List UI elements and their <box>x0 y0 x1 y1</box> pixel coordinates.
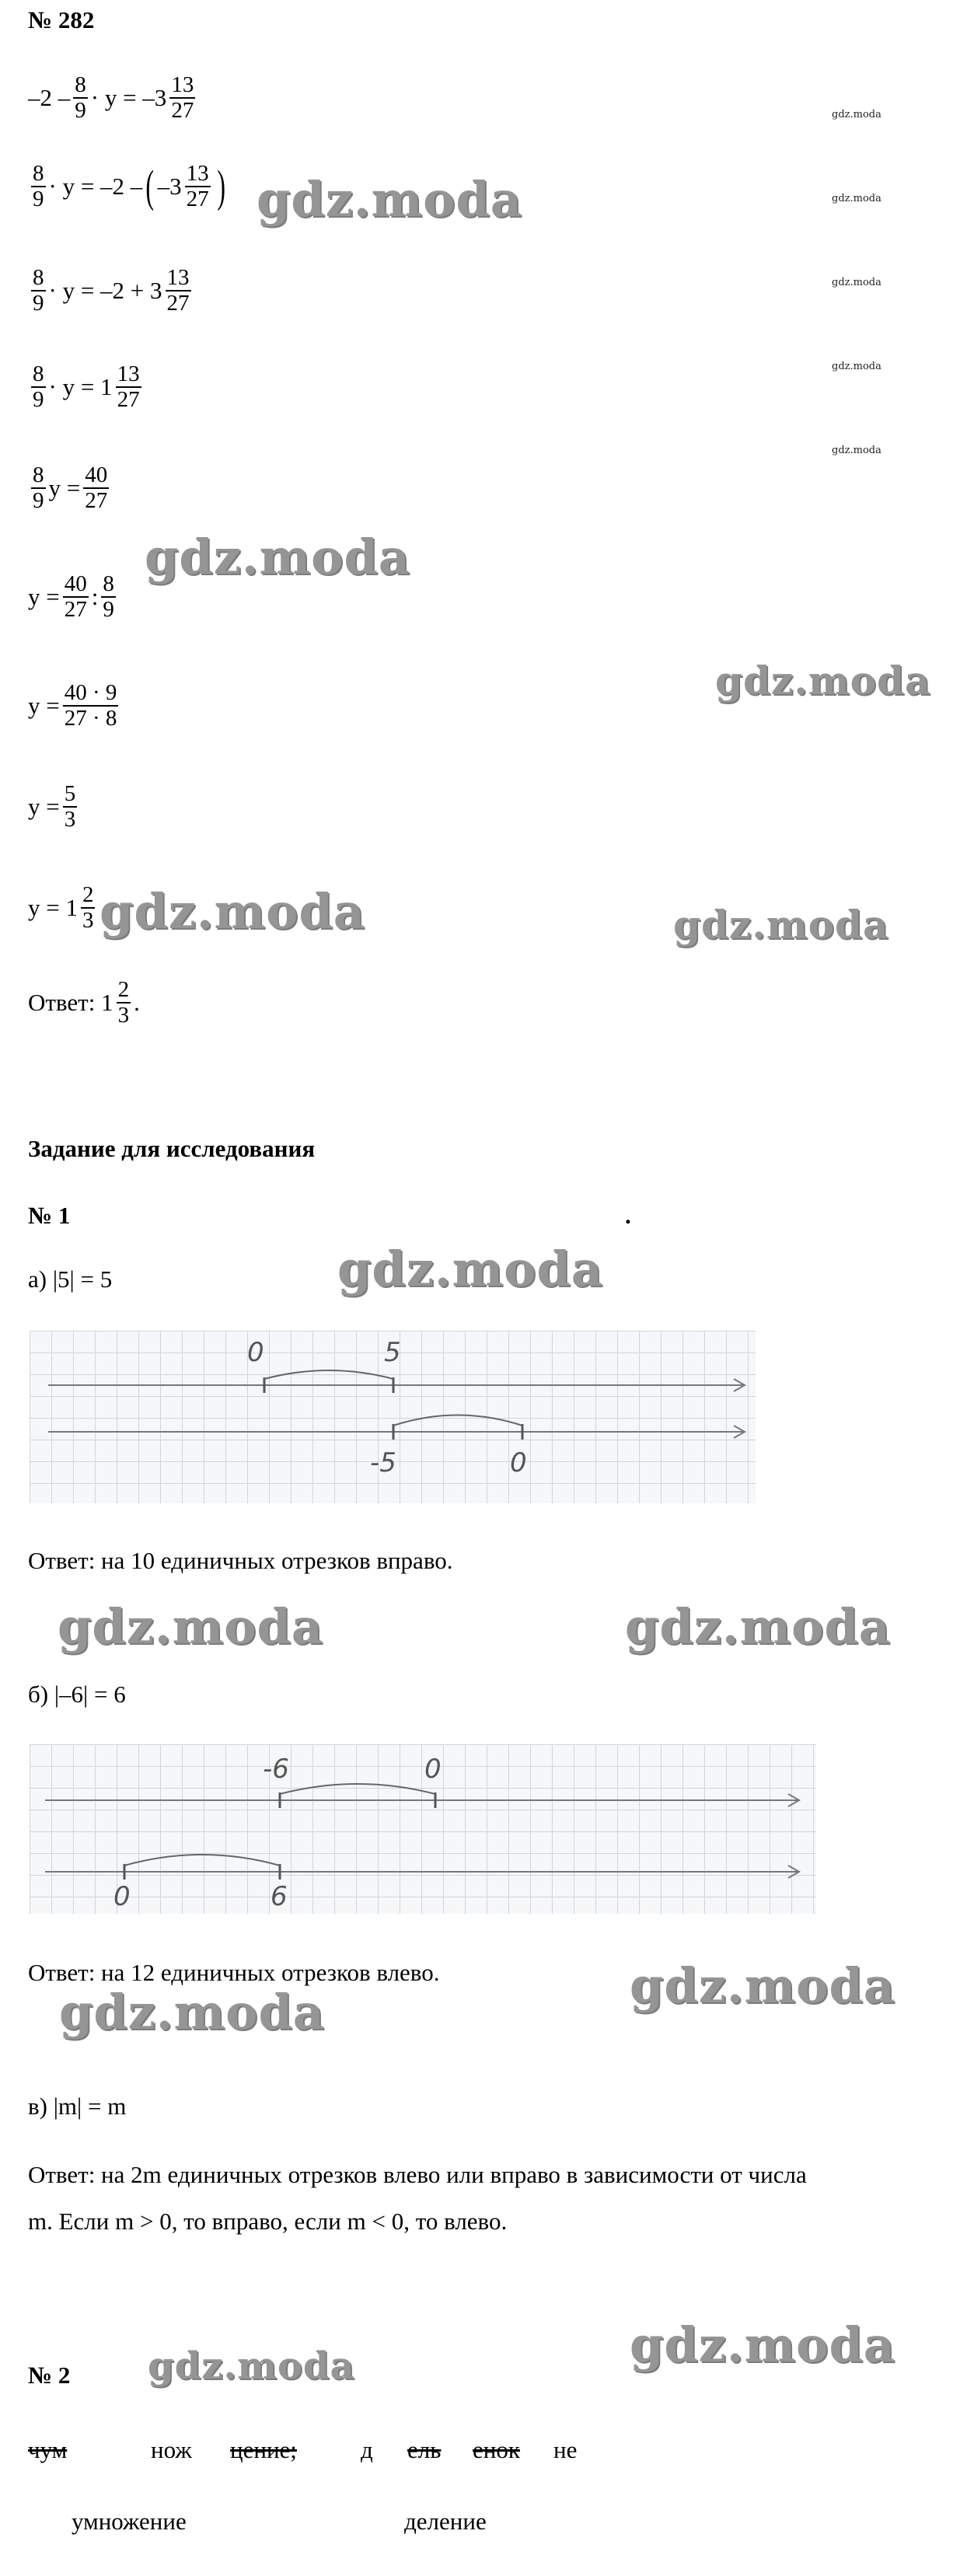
dot-mark: . <box>625 1202 631 1229</box>
equation-line-7 <box>28 681 121 731</box>
fraction: $\frac{2}{3}$ <box>82 882 94 933</box>
fraction: $\frac{13}{27}$ <box>166 265 190 316</box>
watermark-large: gdz.moda <box>257 171 522 228</box>
fraction: $\frac{40}{27}$ <box>64 571 87 622</box>
watermark-large: gdz.moda <box>58 1598 323 1655</box>
watermark-large: gdz.moda <box>715 658 931 703</box>
watermark-small: gdz.moda <box>832 445 881 456</box>
fraction: $\frac{8}{9}$ <box>75 72 86 123</box>
scrambled-word: цение; <box>230 2436 297 2463</box>
equation-line-9 <box>28 883 98 933</box>
mark-top-right: 5 <box>384 1337 401 1368</box>
answer-word-1: умножение <box>72 2508 187 2535</box>
mark-bottom-left: 0 <box>113 1881 131 1912</box>
scrambled-word: ель <box>407 2436 442 2463</box>
number-line-b-svg <box>30 1744 816 1914</box>
equation-line-5 <box>28 463 112 513</box>
watermark-small: gdz.moda <box>832 109 881 120</box>
jump-arc <box>393 1415 522 1426</box>
equation-line-6 <box>28 572 119 622</box>
fraction: $\frac{8}{9}$ <box>33 161 44 211</box>
section-title: Задание для исследования <box>28 1135 316 1162</box>
fraction: $\frac{8}{9}$ <box>33 462 44 513</box>
task-2-number: № 2 <box>28 2361 71 2389</box>
watermark-large: gdz.moda <box>673 902 889 948</box>
eq1-lead: –2 – <box>28 84 71 111</box>
scrambled-word: чум <box>28 2436 68 2463</box>
eq8-lead: y = <box>28 793 60 820</box>
scrambled-word: нож <box>151 2436 192 2463</box>
watermark-large: gdz.moda <box>99 883 365 940</box>
watermark-large: gdz.moda <box>148 2344 355 2388</box>
watermark-large: gdz.moda <box>145 529 410 585</box>
mark-top-right: 0 <box>424 1754 442 1785</box>
fraction: $\frac{8}{9}$ <box>103 571 114 622</box>
equation-line-2: $\frac{8}{9}$ · y = –2 – ( –3 $\frac{13}{27}$ ) <box>33 161 225 211</box>
fraction: $\frac{40}{27}$ <box>85 462 108 513</box>
jump-arc <box>264 1370 393 1379</box>
answer-word-2: деление <box>404 2508 487 2535</box>
eq2-inner: –3 <box>157 173 182 200</box>
task-1a-label: а) |5| = 5 <box>28 1265 113 1293</box>
equation-line-8 <box>28 782 80 832</box>
fraction: $\frac{13}{27}$ <box>117 361 140 412</box>
watermark-large: gdz.moda <box>59 1984 325 2040</box>
number-line-diagram-b <box>30 1744 816 1914</box>
watermark-large: gdz.moda <box>625 1598 891 1655</box>
mark-bottom-right: 0 <box>510 1447 527 1478</box>
scrambled-word: енок <box>473 2436 520 2463</box>
task-1c-label: в) |m| = m <box>28 2093 127 2120</box>
answer-tail: . <box>134 989 140 1016</box>
task-1a-answer: Ответ: на 10 единичных отрезков вправо. <box>28 1547 453 1574</box>
eq6-mid: : <box>91 583 99 610</box>
fraction: $\frac{5}{3}$ <box>64 781 76 832</box>
answer-lead: Ответ: 1 <box>28 989 113 1016</box>
equation-line-1 <box>28 73 198 123</box>
watermark-large: gdz.moda <box>630 1957 895 2014</box>
watermark-large: gdz.moda <box>337 1241 603 1297</box>
jump-arc <box>280 1784 435 1794</box>
fraction: $\frac{8}{9}$ <box>33 361 44 412</box>
fraction: $\frac{13}{27}$ <box>171 72 194 123</box>
fraction: $\frac{8}{9}$ <box>33 265 44 316</box>
eq9-lead: y = 1 <box>28 894 78 921</box>
task-1c-answer-line2: m. Если m > 0, то вправо, если m < 0, то влево. <box>28 2208 508 2235</box>
mark-top-left: -6 <box>263 1754 289 1785</box>
task-1b-answer: Ответ: на 12 единичных отрезков влево. <box>28 1959 440 1986</box>
eq2-mid: · y = –2 – <box>48 173 143 200</box>
equation-line-3 <box>28 266 194 316</box>
eq3-mid: · y = –2 + 3 <box>48 277 162 304</box>
mark-bottom-right: 6 <box>271 1881 288 1912</box>
watermark-small: gdz.moda <box>832 361 881 372</box>
eq7-lead: y = <box>28 692 60 719</box>
eq4-mid: · y = 1 <box>48 373 113 400</box>
jump-arc <box>124 1855 280 1866</box>
scrambled-word: д <box>361 2436 373 2463</box>
scrambled-word: не <box>553 2436 578 2463</box>
mark-bottom-left: -5 <box>370 1447 396 1478</box>
watermark-large: gdz.moda <box>630 2316 895 2373</box>
equation-line-4 <box>28 362 145 412</box>
eq6-lead: y = <box>28 583 60 610</box>
fraction: $\frac{40 \cdot 9}{27 \cdot 8}$ <box>64 680 117 731</box>
mark-top-left: 0 <box>247 1337 264 1368</box>
answer-282 <box>28 978 140 1028</box>
eq1-mid: · y = –3 <box>90 84 167 111</box>
problem-number: № 282 <box>28 6 95 33</box>
watermark-small: gdz.moda <box>832 277 881 288</box>
task-1-number: № 1 <box>28 1202 71 1229</box>
number-line-diagram-a <box>30 1331 756 1503</box>
fraction: $\frac{13}{27}$ <box>186 161 209 211</box>
task-1c-answer-line1: Ответ: на 2m единичных отрезков влево или вправо в зависимости от числа <box>28 2161 807 2188</box>
watermark-small: gdz.moda <box>832 193 881 204</box>
task-1b-label: б) |–6| = 6 <box>28 1681 126 1708</box>
fraction: $\frac{2}{3}$ <box>117 977 130 1028</box>
eq5-mid: y = <box>48 474 81 501</box>
